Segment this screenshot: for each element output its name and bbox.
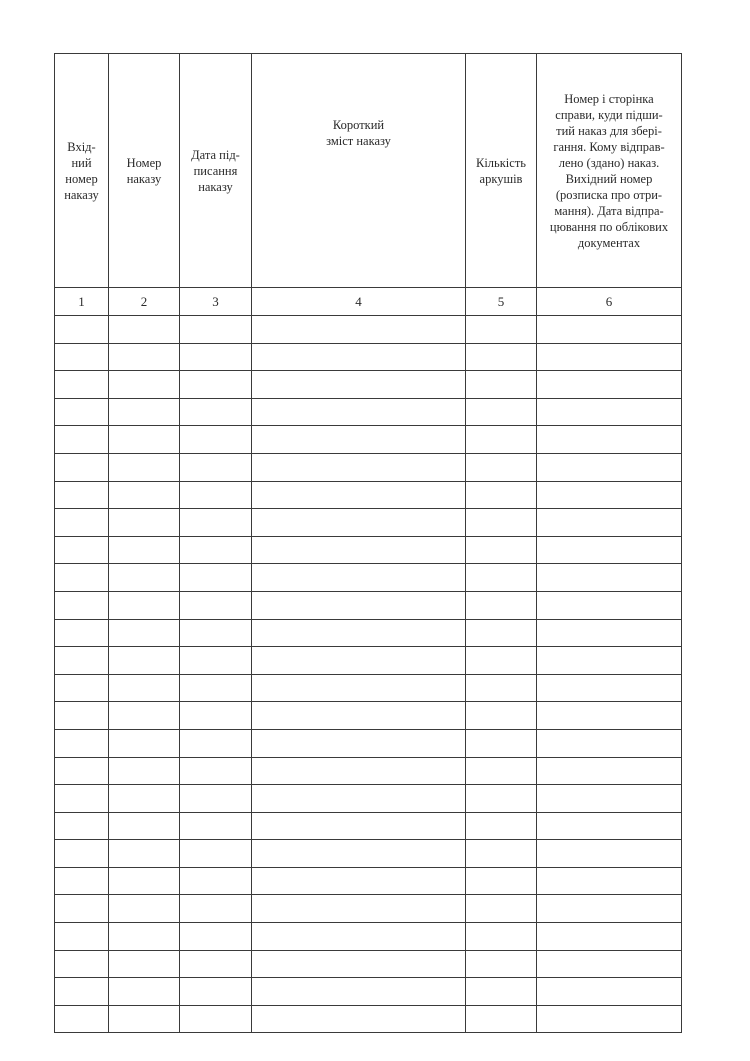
- table-row: [55, 343, 682, 371]
- empty-cell: [55, 619, 109, 647]
- empty-cell: [466, 674, 537, 702]
- table-row: [55, 785, 682, 813]
- empty-cell: [466, 1005, 537, 1033]
- empty-cell: [109, 564, 180, 592]
- empty-cell: [252, 757, 466, 785]
- empty-cell: [180, 316, 252, 344]
- empty-cell: [466, 812, 537, 840]
- empty-cell: [180, 619, 252, 647]
- empty-cell: [537, 895, 682, 923]
- empty-cell: [180, 591, 252, 619]
- empty-cell: [537, 453, 682, 481]
- empty-cell: [252, 453, 466, 481]
- table-row: [55, 481, 682, 509]
- empty-cell: [180, 923, 252, 951]
- empty-cell: [180, 729, 252, 757]
- empty-cell: [252, 729, 466, 757]
- empty-cell: [109, 950, 180, 978]
- empty-cell: [55, 867, 109, 895]
- empty-cell: [466, 316, 537, 344]
- empty-cell: [180, 536, 252, 564]
- empty-cell: [252, 895, 466, 923]
- empty-cell: [109, 591, 180, 619]
- empty-cell: [466, 426, 537, 454]
- empty-cell: [537, 978, 682, 1006]
- empty-cell: [55, 564, 109, 592]
- empty-cell: [466, 619, 537, 647]
- empty-cell: [180, 812, 252, 840]
- empty-cell: [252, 426, 466, 454]
- empty-cell: [252, 536, 466, 564]
- empty-cell: [180, 757, 252, 785]
- empty-cell: [109, 923, 180, 951]
- empty-cell: [537, 674, 682, 702]
- empty-cell: [55, 729, 109, 757]
- empty-cell: [109, 702, 180, 730]
- table-row: [55, 453, 682, 481]
- empty-cell: [109, 674, 180, 702]
- empty-cell: [252, 923, 466, 951]
- empty-cell: [466, 923, 537, 951]
- register-body: [55, 316, 682, 1033]
- table-row: [55, 674, 682, 702]
- empty-cell: [180, 564, 252, 592]
- empty-cell: [180, 895, 252, 923]
- empty-cell: [537, 564, 682, 592]
- empty-cell: [466, 564, 537, 592]
- empty-cell: [252, 564, 466, 592]
- empty-cell: [537, 398, 682, 426]
- empty-cell: [180, 398, 252, 426]
- empty-cell: [180, 453, 252, 481]
- empty-cell: [466, 895, 537, 923]
- header-sheet-count: Кількість аркушів: [466, 54, 537, 288]
- empty-cell: [466, 536, 537, 564]
- empty-cell: [109, 978, 180, 1006]
- empty-cell: [109, 481, 180, 509]
- empty-cell: [55, 674, 109, 702]
- empty-cell: [180, 785, 252, 813]
- empty-cell: [55, 343, 109, 371]
- empty-cell: [109, 316, 180, 344]
- empty-cell: [537, 867, 682, 895]
- empty-cell: [537, 619, 682, 647]
- empty-cell: [537, 343, 682, 371]
- empty-cell: [466, 509, 537, 537]
- empty-cell: [55, 591, 109, 619]
- empty-cell: [109, 785, 180, 813]
- empty-cell: [180, 950, 252, 978]
- empty-cell: [466, 647, 537, 675]
- empty-cell: [180, 702, 252, 730]
- column-number: 3: [180, 288, 252, 316]
- empty-cell: [252, 591, 466, 619]
- empty-cell: [252, 978, 466, 1006]
- empty-cell: [466, 343, 537, 371]
- empty-cell: [252, 371, 466, 399]
- empty-cell: [252, 509, 466, 537]
- header-signing-date: Дата під- писання наказу: [180, 54, 252, 288]
- empty-cell: [537, 481, 682, 509]
- empty-cell: [466, 371, 537, 399]
- empty-cell: [537, 923, 682, 951]
- table-row: [55, 950, 682, 978]
- empty-cell: [109, 895, 180, 923]
- column-number: 4: [252, 288, 466, 316]
- empty-cell: [180, 978, 252, 1006]
- empty-cell: [252, 840, 466, 868]
- table-row: [55, 978, 682, 1006]
- empty-cell: [466, 757, 537, 785]
- table-row: [55, 371, 682, 399]
- table-row: [55, 812, 682, 840]
- header-storage-info: Номер і сторінка справи, куди підши- тий наказ для зберi- гання. Кому відправ- лено (здано) наказ. Вихідний номер (розписка про отри- мання). Дата відпра- цювання по облікових документах: [537, 54, 682, 288]
- empty-cell: [180, 647, 252, 675]
- empty-cell: [537, 509, 682, 537]
- empty-cell: [109, 647, 180, 675]
- empty-cell: [180, 867, 252, 895]
- empty-cell: [252, 647, 466, 675]
- table-row: [55, 647, 682, 675]
- header-incoming-number: Вхід- ний номер наказу: [55, 54, 109, 288]
- table-row: [55, 536, 682, 564]
- order-register-table: [54, 53, 682, 1033]
- empty-cell: [55, 702, 109, 730]
- empty-cell: [109, 812, 180, 840]
- header-summary: Короткий зміст наказу: [252, 54, 466, 288]
- empty-cell: [109, 619, 180, 647]
- column-number: 2: [109, 288, 180, 316]
- empty-cell: [252, 950, 466, 978]
- column-number: 1: [55, 288, 109, 316]
- empty-cell: [466, 702, 537, 730]
- empty-cell: [537, 757, 682, 785]
- table-row: [55, 619, 682, 647]
- empty-cell: [55, 647, 109, 675]
- empty-cell: [252, 702, 466, 730]
- empty-cell: [180, 1005, 252, 1033]
- empty-cell: [55, 757, 109, 785]
- empty-cell: [180, 509, 252, 537]
- empty-cell: [537, 371, 682, 399]
- empty-cell: [466, 591, 537, 619]
- empty-cell: [537, 950, 682, 978]
- empty-cell: [109, 867, 180, 895]
- table-row: [55, 840, 682, 868]
- empty-cell: [537, 426, 682, 454]
- table-row: [55, 591, 682, 619]
- empty-cell: [109, 509, 180, 537]
- empty-cell: [109, 453, 180, 481]
- empty-cell: [55, 453, 109, 481]
- empty-cell: [537, 812, 682, 840]
- empty-cell: [466, 481, 537, 509]
- table-row: [55, 426, 682, 454]
- column-number: 6: [537, 288, 682, 316]
- empty-cell: [55, 509, 109, 537]
- table-row: [55, 757, 682, 785]
- empty-cell: [537, 536, 682, 564]
- empty-cell: [252, 812, 466, 840]
- empty-cell: [537, 647, 682, 675]
- table-row: [55, 729, 682, 757]
- empty-cell: [252, 481, 466, 509]
- empty-cell: [466, 950, 537, 978]
- empty-cell: [109, 398, 180, 426]
- empty-cell: [109, 757, 180, 785]
- empty-cell: [466, 840, 537, 868]
- empty-cell: [55, 398, 109, 426]
- empty-cell: [252, 619, 466, 647]
- empty-cell: [537, 840, 682, 868]
- empty-cell: [109, 729, 180, 757]
- table-row: [55, 867, 682, 895]
- empty-cell: [466, 978, 537, 1006]
- empty-cell: [109, 840, 180, 868]
- empty-cell: [180, 674, 252, 702]
- empty-cell: [180, 426, 252, 454]
- empty-cell: [252, 785, 466, 813]
- empty-cell: [537, 1005, 682, 1033]
- empty-cell: [466, 453, 537, 481]
- empty-cell: [55, 895, 109, 923]
- empty-cell: [537, 316, 682, 344]
- empty-cell: [252, 674, 466, 702]
- header-row: [55, 54, 682, 288]
- empty-cell: [537, 591, 682, 619]
- empty-cell: [466, 398, 537, 426]
- table-row: [55, 702, 682, 730]
- empty-cell: [55, 950, 109, 978]
- table-row: [55, 398, 682, 426]
- table-row: [55, 895, 682, 923]
- empty-cell: [109, 371, 180, 399]
- empty-cell: [55, 1005, 109, 1033]
- empty-cell: [55, 536, 109, 564]
- empty-cell: [109, 426, 180, 454]
- table-row: [55, 923, 682, 951]
- empty-cell: [252, 867, 466, 895]
- empty-cell: [252, 398, 466, 426]
- header-order-number: Номер наказу: [109, 54, 180, 288]
- empty-cell: [55, 978, 109, 1006]
- column-number: 5: [466, 288, 537, 316]
- empty-cell: [180, 840, 252, 868]
- empty-cell: [537, 785, 682, 813]
- column-number-row: [55, 288, 682, 316]
- empty-cell: [55, 481, 109, 509]
- empty-cell: [55, 426, 109, 454]
- empty-cell: [537, 702, 682, 730]
- empty-cell: [55, 785, 109, 813]
- empty-cell: [466, 729, 537, 757]
- empty-cell: [252, 316, 466, 344]
- empty-cell: [180, 371, 252, 399]
- table-row: [55, 509, 682, 537]
- empty-cell: [55, 923, 109, 951]
- empty-cell: [466, 867, 537, 895]
- empty-cell: [252, 1005, 466, 1033]
- empty-cell: [252, 343, 466, 371]
- empty-cell: [537, 729, 682, 757]
- empty-cell: [109, 536, 180, 564]
- empty-cell: [55, 840, 109, 868]
- empty-cell: [180, 481, 252, 509]
- empty-cell: [109, 343, 180, 371]
- table-row: [55, 1005, 682, 1033]
- empty-cell: [55, 812, 109, 840]
- table-row: [55, 316, 682, 344]
- empty-cell: [55, 316, 109, 344]
- table-row: [55, 564, 682, 592]
- empty-cell: [109, 1005, 180, 1033]
- empty-cell: [466, 785, 537, 813]
- empty-cell: [55, 371, 109, 399]
- empty-cell: [180, 343, 252, 371]
